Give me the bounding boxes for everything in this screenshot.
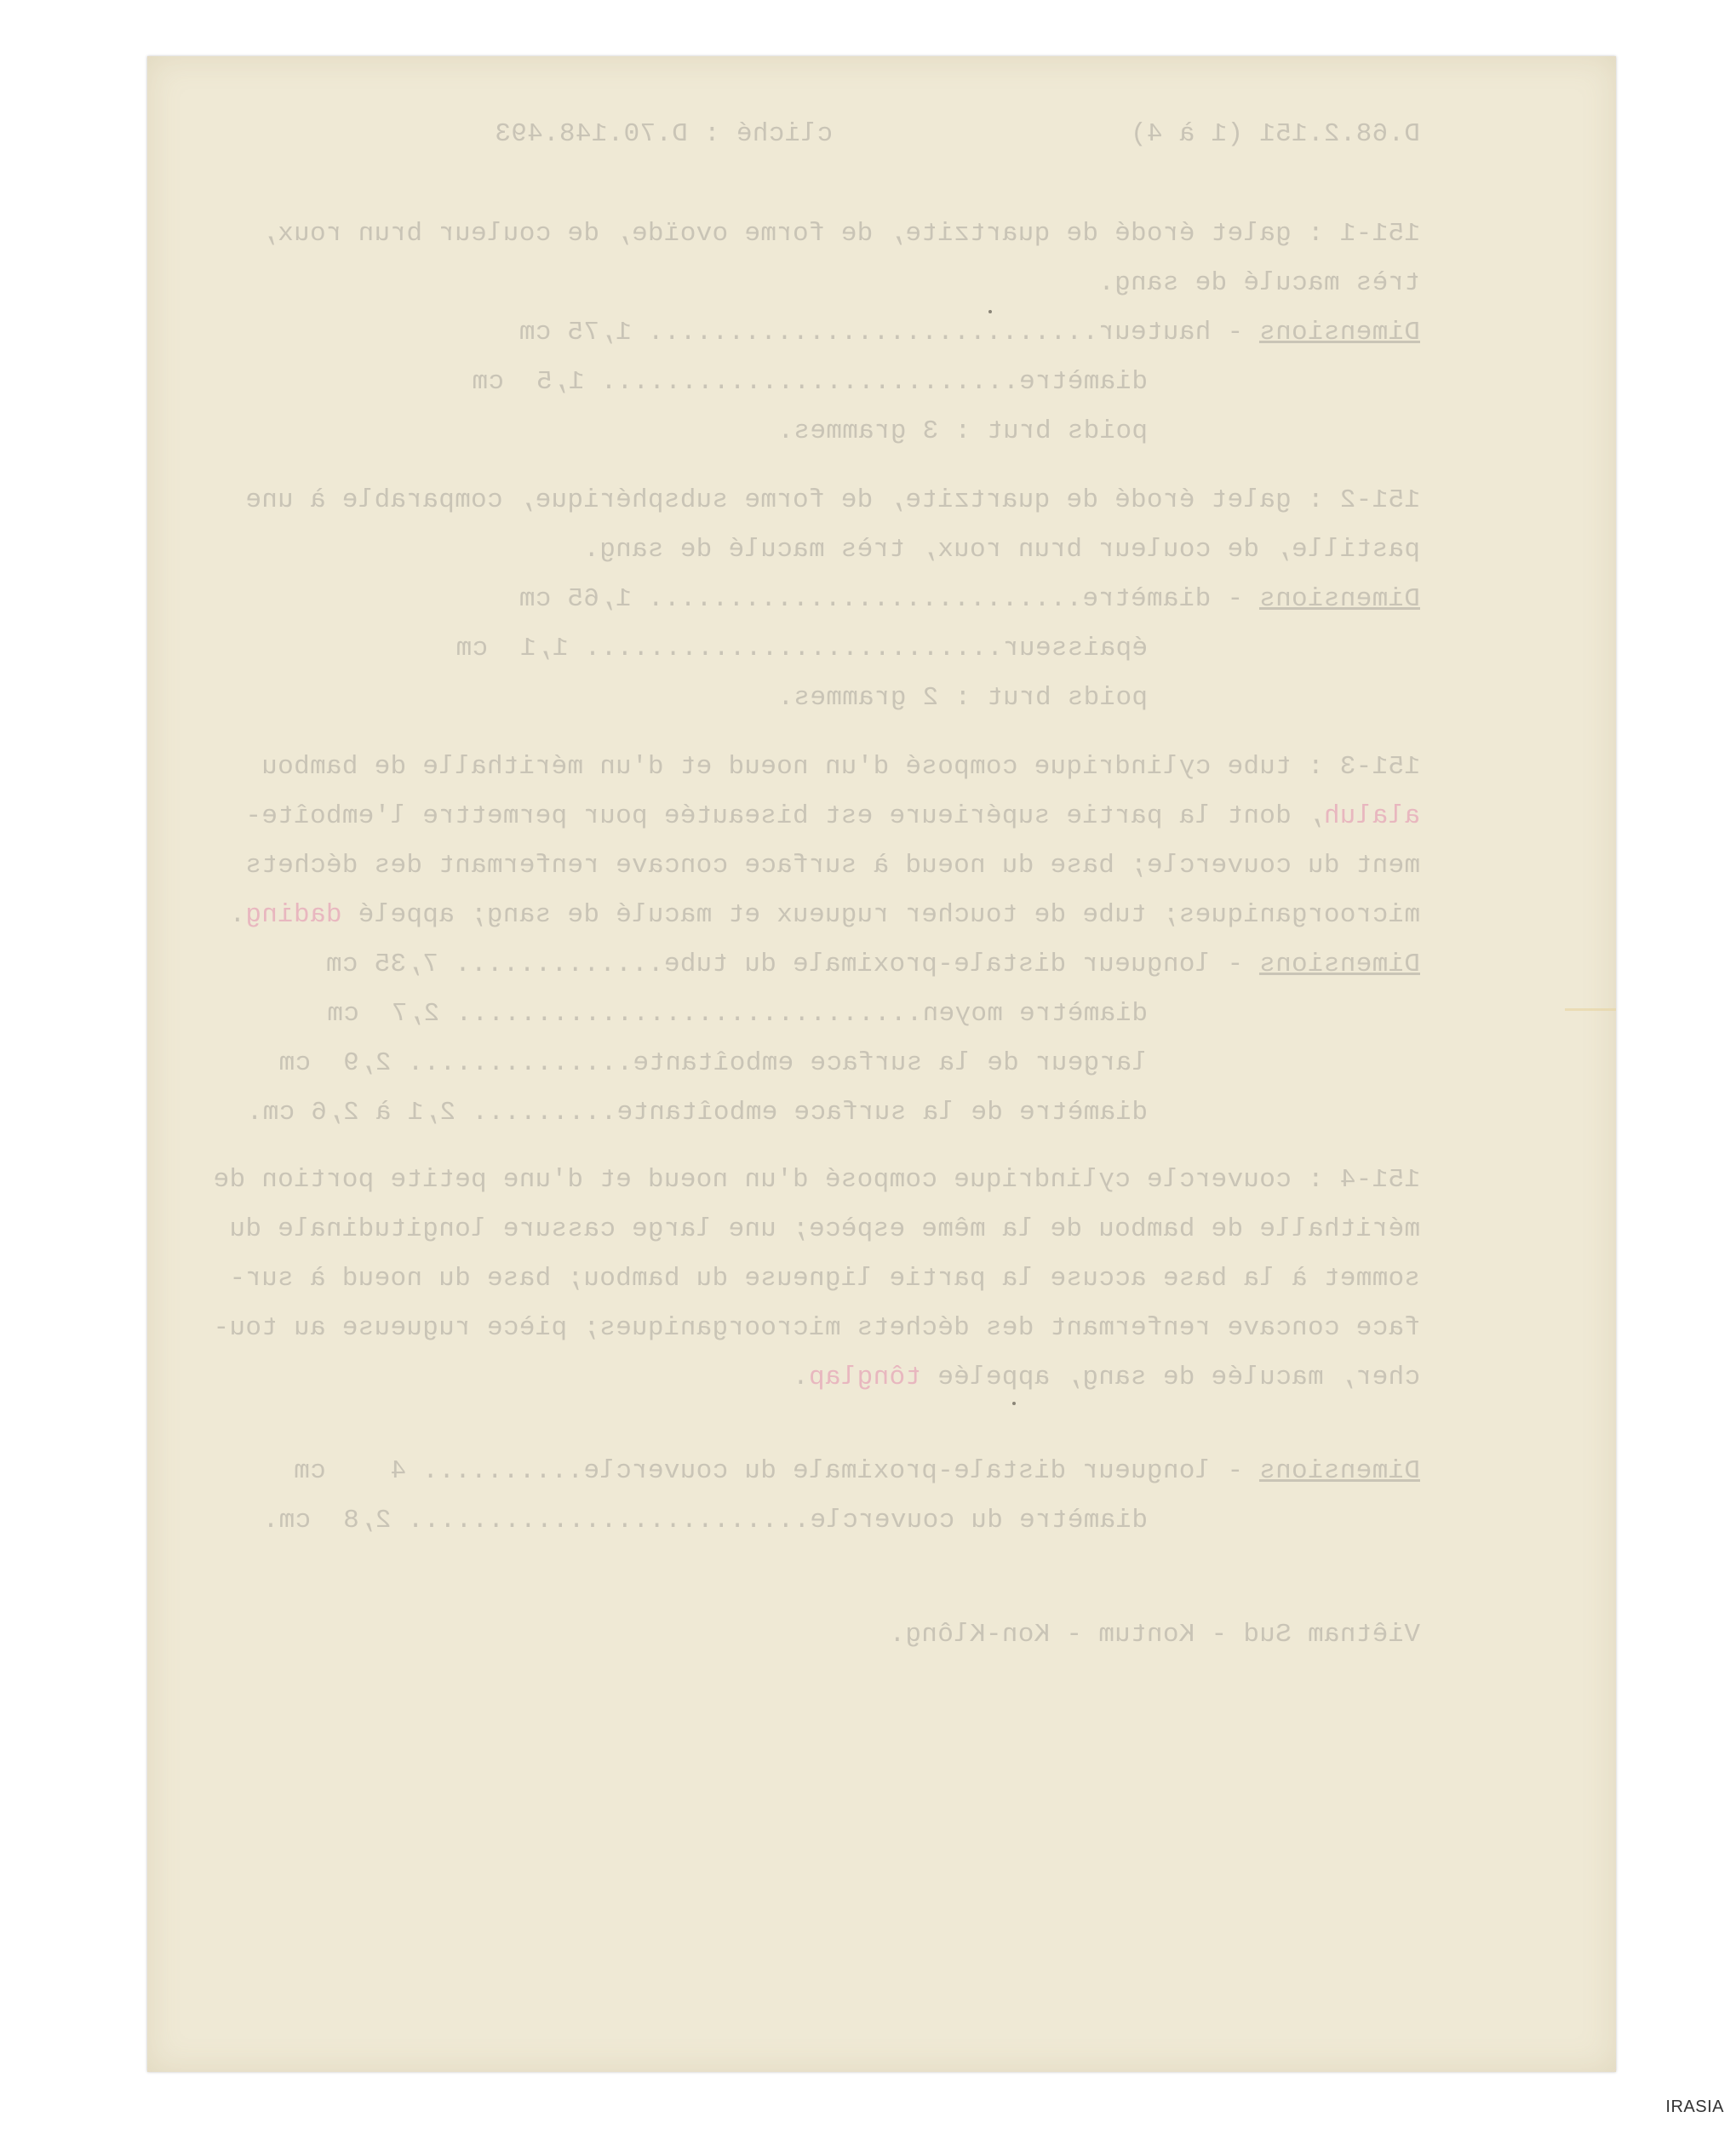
dimension-row: - diamètre........................... 1,65 cm [519, 584, 1259, 614]
item4-line1: 151-4 : couvercle cylindrique composé d'un noeud et d'une petite portion de [213, 1165, 1420, 1195]
item1-line1: 151-1 : galet érodé de quartzite, de forme ovoïde, de couleur brun roux, [261, 219, 1420, 249]
item4-line4: face concave renfermant des déchets microorganiques; pièce rugueuse au tou- [213, 1313, 1420, 1343]
dimensions-label: Dimensions [1258, 1456, 1420, 1486]
item3-width: largeur de la surface emboîtante.............. 2,9 cm [278, 1048, 1148, 1078]
reference-number: D.68.2.151 (1 à 4) [1130, 119, 1420, 149]
item1-line2: très maculé de sang. [1097, 268, 1420, 298]
paper-stain [1565, 1008, 1616, 1011]
item2-line1: 151-2 : galet érodé de quartzite, de forme subsphérique, comparable à une [245, 485, 1420, 515]
dimension-row: - longueur distale-proximale du couvercle.......... 4 cm [293, 1456, 1259, 1486]
item4-line3: sommet à la base accuse la partie ligneuse du bambou; base du noeud à sur- [229, 1264, 1420, 1294]
item3-line1: 151-3 : tube cylindrique composé d'un noeud et d'un mérithalle de bambou [261, 752, 1420, 782]
item3-mean-diameter: diamètre moyen............................. 2,7 cm [326, 999, 1148, 1029]
dimensions-label: Dimensions [1258, 950, 1420, 979]
item2-weight: poids brut : 2 grammes. [777, 683, 1148, 713]
show-through-text [147, 56, 1616, 2072]
dimensions-label: Dimensions [1258, 584, 1420, 614]
paper-speck [988, 310, 992, 313]
cliche-number: cliché : D.70.148.493 [495, 119, 833, 149]
item4-diameter: diamètre du couvercle......................... 2,8 cm. [262, 1506, 1148, 1535]
origin-line: Viêtnam Sud - Kontum - Kon-Klông. [889, 1620, 1420, 1650]
item4-line2: mérithalle de bambou de la même espèce; une large cassure longitudinale du [229, 1214, 1420, 1244]
dimension-row: - hauteur............................ 1,75 cm [519, 318, 1259, 347]
local-term: tônglap [808, 1363, 921, 1392]
local-term: dading [245, 900, 342, 930]
item4-dimensions [294, 1455, 1420, 1489]
item1-diameter: diamètre.......................... 1,5 cm [472, 367, 1148, 397]
item4-line5: cher, maculée de sang, appelée tônglap. [792, 1363, 1420, 1392]
dimensions-label: Dimensions [1258, 318, 1420, 347]
item3-line3: ment du couvercle; base du noeud à surface concave renfermant des déchets [245, 851, 1420, 881]
item2-line2: pastille, de couleur brun roux, très maculé de sang. [583, 535, 1420, 565]
paper-sheet [147, 56, 1616, 2072]
item1-dimensions [519, 316, 1420, 350]
item3-line2: alaluh, dont la partie supérieure est biseautée pour permettre l'emboîte- [245, 801, 1420, 831]
item3-dimensions [326, 948, 1420, 982]
dimension-row: - longueur distale-proximale du tube............. 7,35 cm [325, 950, 1259, 979]
watermark: IRASIA [1665, 2097, 1724, 2116]
item3-line4: microorganiques; tube de toucher rugueux et maculé de sang; appelé dading. [229, 900, 1420, 930]
item2-thickness: épaisseur.......................... 1,1 cm [455, 634, 1148, 663]
paper-speck [1012, 1402, 1016, 1405]
local-term: alaluh [1323, 801, 1420, 831]
item2-dimensions [519, 582, 1420, 617]
item3-fitting-diameter: diamètre de la surface emboîtante......... 2,1 à 2,6 cm. [246, 1098, 1148, 1128]
item1-weight: poids brut : 3 grammes. [777, 416, 1148, 446]
